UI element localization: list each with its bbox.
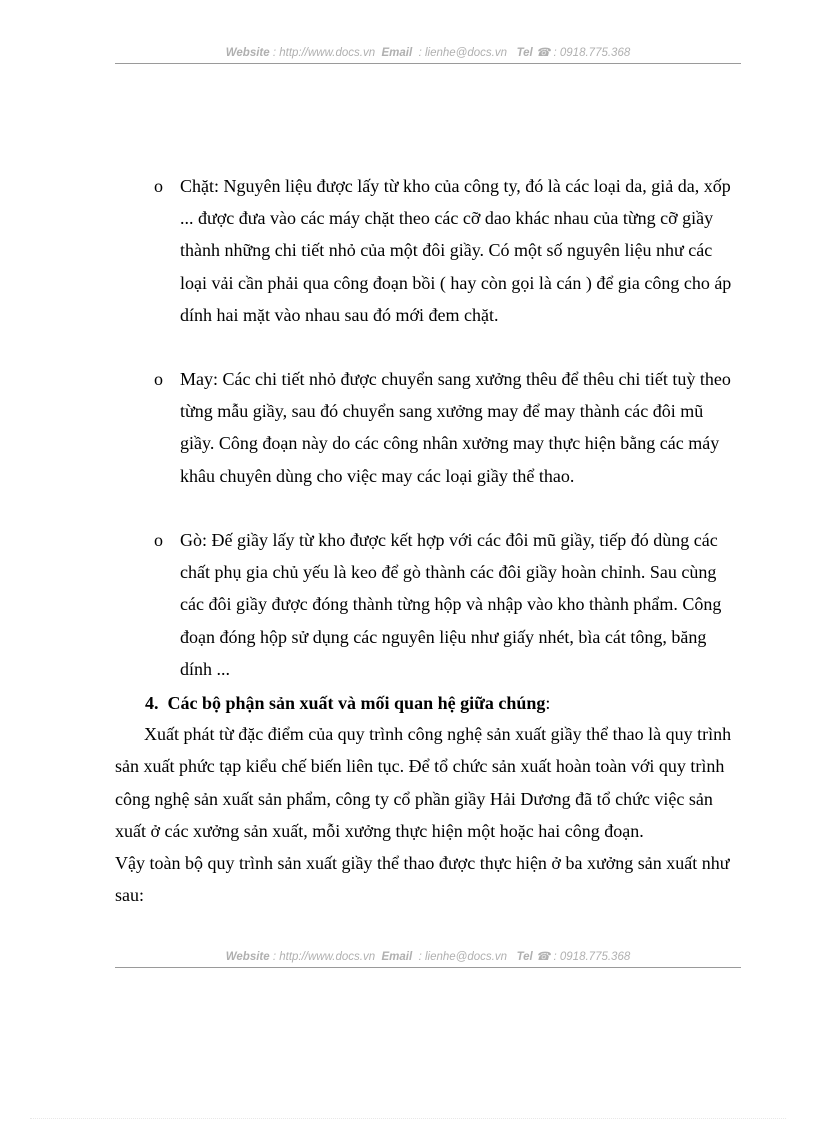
bullet-item-go: Gò: Đế giầy lấy từ kho được kết hợp với các đôi mũ giầy, tiếp đó dùng các chất phụ gia chủ yếu là keo để gò thành các đôi giầy hoàn chỉnh. Sau cùng các đôi giầy được đóng thành từng hộp và nhập vào kho thành phẩm. Công đoạn đóng hộp sử dụng các nguyên liệu như giấy nhét, bìa cát tông, băng dính ... bbox=[180, 530, 722, 679]
section-heading bbox=[145, 688, 550, 718]
page-edge-dotted-line bbox=[30, 1118, 786, 1119]
footer-rule bbox=[115, 967, 741, 968]
page-header: Website : http://www.docs.vn Email : lienhe@docs.vn Tel ☎ : 0918.775.368 bbox=[225, 47, 631, 59]
section-colon: : bbox=[545, 693, 551, 713]
email-link[interactable]: lienhe@docs.vn bbox=[424, 47, 507, 59]
page-footer: Website : http://www.docs.vn Email : lienhe@docs.vn Tel ☎ : 0918.775.368 bbox=[225, 951, 631, 963]
bullet-marker: o bbox=[154, 176, 163, 196]
website-link[interactable]: http://www.docs.vn bbox=[279, 951, 376, 963]
website-link[interactable]: http://www.docs.vn bbox=[279, 47, 376, 59]
header-rule bbox=[115, 63, 741, 64]
bullet-marker: o bbox=[154, 369, 163, 389]
website-label: Website bbox=[225, 47, 270, 59]
bullet-item-may: May: Các chi tiết nhỏ được chuyển sang xưởng thêu để thêu chi tiết tuỳ theo từng mẫu giầy, sau đó chuyển sang xưởng may để may thành các đôi mũ giầy. Công đoạn này do các công nhân xưởng may thực hiện bằng các máy khâu chuyên dùng cho việc may các loại giầy thể thao. bbox=[180, 369, 731, 486]
body-paragraph: Vậy toàn bộ quy trình sản xuất giầy thể thao được thực hiện ở ba xưởng sản xuất như sau: bbox=[115, 853, 730, 906]
website-label: Website bbox=[225, 951, 270, 963]
phone-icon: ☎ bbox=[535, 47, 551, 59]
bullet-marker: o bbox=[154, 530, 163, 550]
email-label: Email bbox=[381, 47, 413, 59]
bullet-item-chat: Chặt: Nguyên liệu được lấy từ kho của công ty, đó là các loại da, giả da, xốp ... được đưa vào các máy chặt theo các cỡ dao khác nhau của từng cỡ giầy thành những chi tiết nhỏ của một đôi giầy. Có một số nguyên liệu như các loại vải cần phải qua công đoạn bồi ( hay còn gọi là cán ) để gia công cho áp dính hai mặt vào nhau sau đó mới đem chặt. bbox=[180, 176, 732, 325]
section-title: Các bộ phận sản xuất và mối quan hệ giữa chúng bbox=[167, 693, 546, 713]
tel-number: 0918.775.368 bbox=[559, 47, 631, 59]
tel-number: 0918.775.368 bbox=[559, 951, 631, 963]
email-link[interactable]: lienhe@docs.vn bbox=[424, 951, 507, 963]
phone-icon: ☎ bbox=[535, 951, 551, 963]
body-paragraph: Xuất phát từ đặc điểm của quy trình công nghệ sản xuất giầy thể thao là quy trình sản xuất phức tạp kiểu chế biến liên tục. Để tổ chức sản xuất hoàn toàn với quy trình công nghệ sản xuất sản phẩm, công ty cổ phần giầy Hải Dương đã tổ chức việc sản xuất ở các xưởng sản xuất, mỗi xưởng thực hiện một hoặc hai công đoạn. bbox=[115, 724, 732, 841]
body-text bbox=[115, 718, 745, 912]
email-label: Email bbox=[381, 951, 413, 963]
tel-label: Tel bbox=[516, 47, 533, 59]
section-number: 4. bbox=[145, 693, 159, 713]
tel-label: Tel bbox=[516, 951, 533, 963]
